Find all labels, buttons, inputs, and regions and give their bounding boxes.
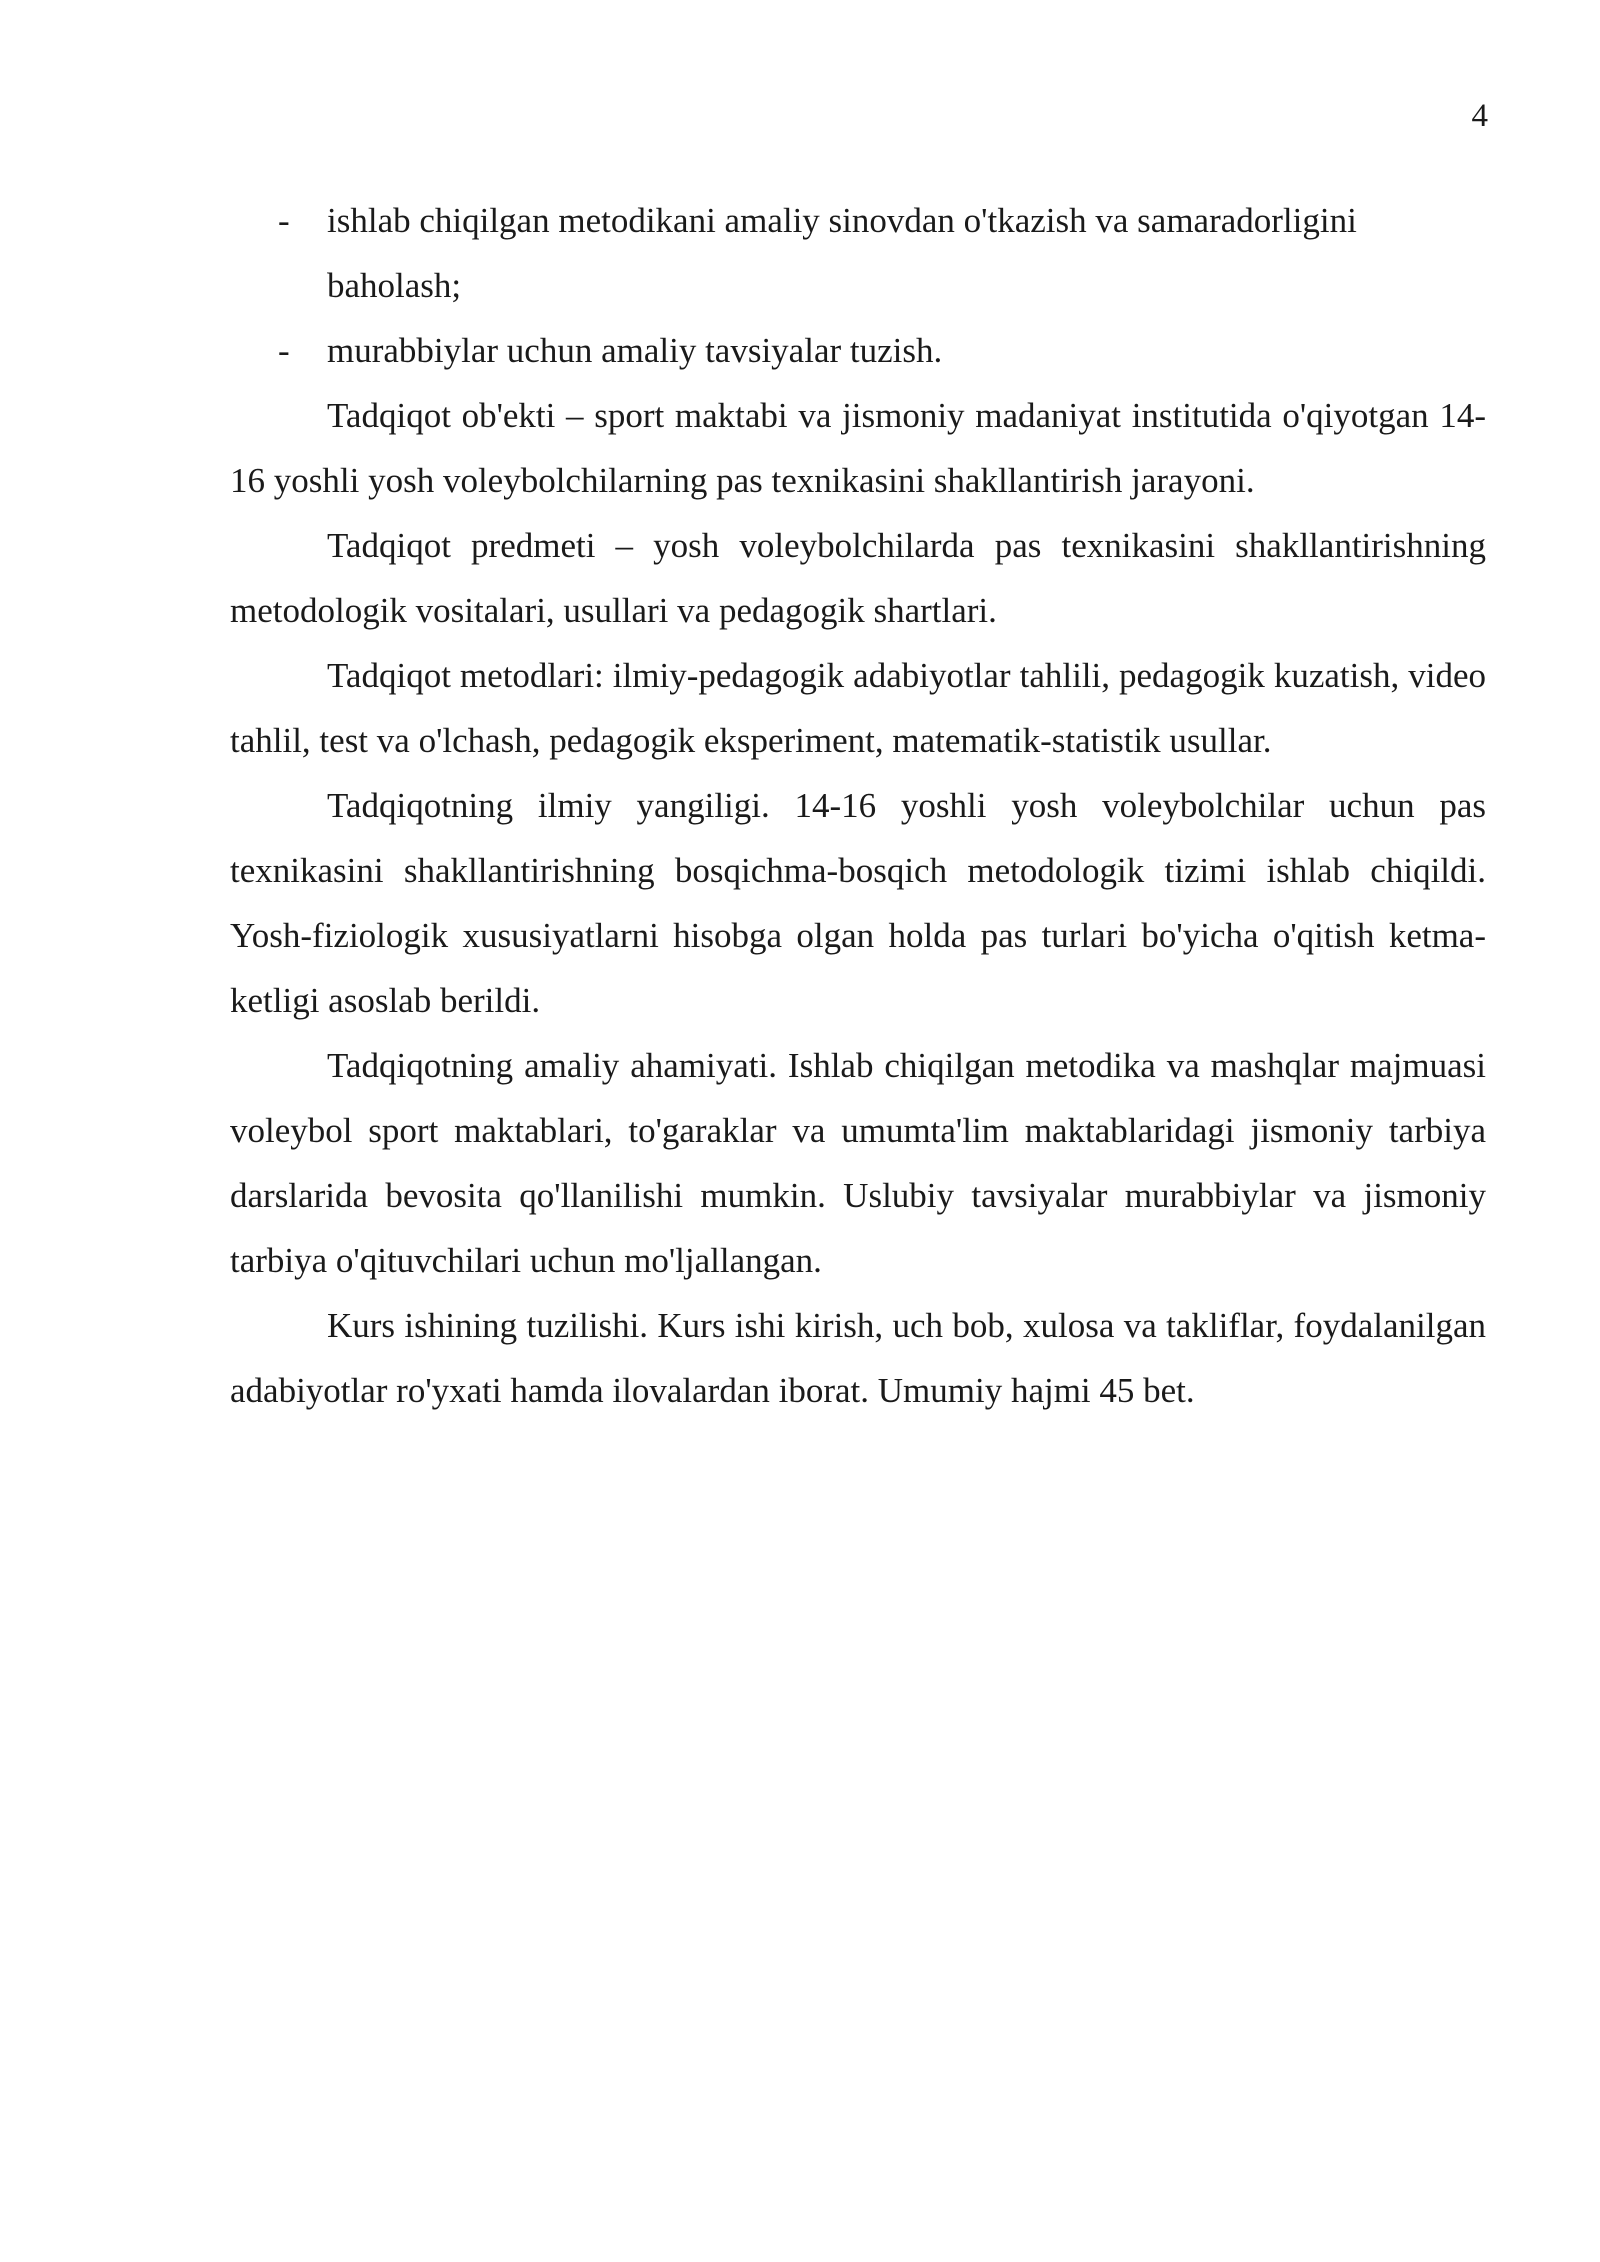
- page-number: 4: [1471, 98, 1488, 134]
- paragraph-scientific-novelty: Tadqiqotning ilmiy yangiligi. 14-16 yoshli yosh voleybolchilar uchun pas texnikasini shakllantirishning bosqichma-bosqich metodologik tizimi ishlab chiqildi. Yosh-fiziologik xususiyatlarni hisobga olgan holda pas turlari bo'yicha o'qitish ketma-ketligi asoslab berildi.: [230, 786, 1486, 1020]
- paragraph-research-object: Tadqiqot ob'ekti – sport maktabi va jismoniy madaniyat institutida o'qiyotgan 14-16 yoshli yosh voleybolchilarning pas texnikasini shakllantirish jarayoni.: [230, 396, 1486, 500]
- paragraph-structure: Kurs ishining tuzilishi. Kurs ishi kirish, uch bob, xulosa va takliflar, foydalanilgan adabiyotlar ro'yxati hamda ilovalardan iborat. Umumiy hajmi 45 bet.: [230, 1306, 1486, 1410]
- task-list: [230, 188, 1486, 383]
- list-item: [230, 318, 1486, 383]
- list-item-text: ishlab chiqilgan metodikani amaliy sinovdan o'tkazish va samaradorligini baholash;: [327, 201, 1357, 305]
- paragraph-research-subject: Tadqiqot predmeti – yosh voleybolchilarda pas texnikasini shakllantirishning metodologik vositalari, usullari va pedagogik shartlari.: [230, 526, 1486, 630]
- list-item-text: murabbiylar uchun amaliy tavsiyalar tuzish.: [327, 331, 943, 370]
- dash-marker: -: [278, 331, 290, 370]
- dash-marker: -: [278, 201, 290, 240]
- paragraph-practical-significance: Tadqiqotning amaliy ahamiyati. Ishlab chiqilgan metodika va mashqlar majmuasi voleybol sport maktablari, to'garaklar va umumta'lim maktablaridagi jismoniy tarbiya darslarida bevosita qo'llanilishi mumkin. Uslubiy tavsiyalar murabbiylar va jismoniy tarbiya o'qituvchilari uchun mo'ljallangan.: [230, 1046, 1486, 1280]
- paragraph-research-methods: Tadqiqot metodlari: ilmiy-pedagogik adabiyotlar tahlili, pedagogik kuzatish, video tahlil, test va o'lchash, pedagogik eksperiment, matematik-statistik usullar.: [230, 656, 1486, 760]
- list-item: [230, 188, 1486, 318]
- document-body: [230, 188, 1486, 1423]
